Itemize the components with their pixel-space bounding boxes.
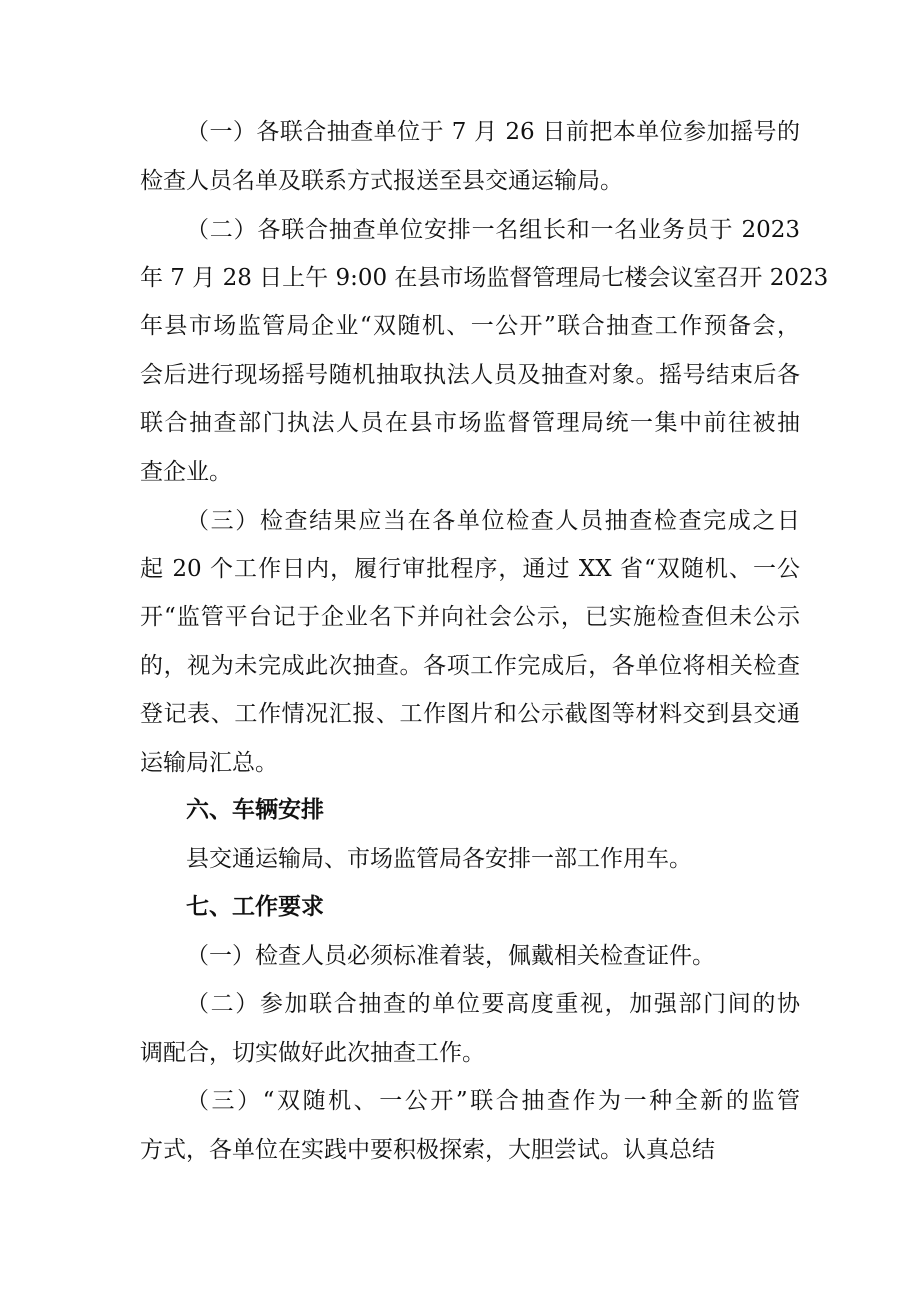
paragraph-line: （二）参加联合抽查的单位要高度重视，加强部门间的协 [186,991,800,1017]
paragraph-line: 运输局汇总。 [140,750,278,776]
paragraph-line: 会后进行现场摇号随机抽取执法人员及抽查对象。摇号结束后各 [140,362,800,388]
paragraph-line: 县交通运输局、市场监管局各安排一部工作用车。 [186,846,692,872]
paragraph-line: 的，视为未完成此次抽查。各项工作完成后，各单位将相关检查 [140,653,800,679]
paragraph-line: （三）“双随机、一公开”联合抽查作为一种全新的监管 [186,1088,800,1114]
paragraph-line: 方式，各单位在实践中要积极探索，大胆尝试。认真总结 [140,1137,715,1163]
paragraph-line: （一）各联合抽查单位于 7 月 26 日前把本单位参加摇号的 [186,119,800,145]
paragraph-line: 年县市场监管局企业“双随机、一公开”联合抽查工作预备会， [140,313,800,339]
paragraph-line: 联合抽查部门执法人员在县市场监督管理局统一集中前往被抽 [140,410,800,436]
paragraph-line: 起 20 个工作日内，履行审批程序，通过 XX 省“双随机、一公 [140,556,800,582]
paragraph-line: 开“监管平台记于企业名下并向社会公示，已实施检查但未公示 [140,604,800,630]
paragraph-line: 年 7 月 28 日上午 9:00 在县市场监督管理局七楼会议室召开 2023 [140,265,829,291]
paragraph-line: 查企业。 [140,459,232,485]
section-heading-requirements: 七、工作要求 [186,894,324,920]
paragraph-line: （三）检查结果应当在各单位检查人员抽查检查完成之日 [186,508,800,534]
section-heading-vehicles: 六、车辆安排 [186,797,324,823]
paragraph-line: （一）检查人员必须标准着装，佩戴相关检查证件。 [186,943,715,969]
paragraph-line: 调配合，切实做好此次抽查工作。 [140,1040,485,1066]
paragraph-line: 登记表、工作情况汇报、工作图片和公示截图等材料交到县交通 [140,701,800,727]
paragraph-line: （二）各联合抽查单位安排一名组长和一名业务员于 2023 [186,217,800,243]
paragraph-line: 检查人员名单及联系方式报送至县交通运输局。 [140,168,623,194]
